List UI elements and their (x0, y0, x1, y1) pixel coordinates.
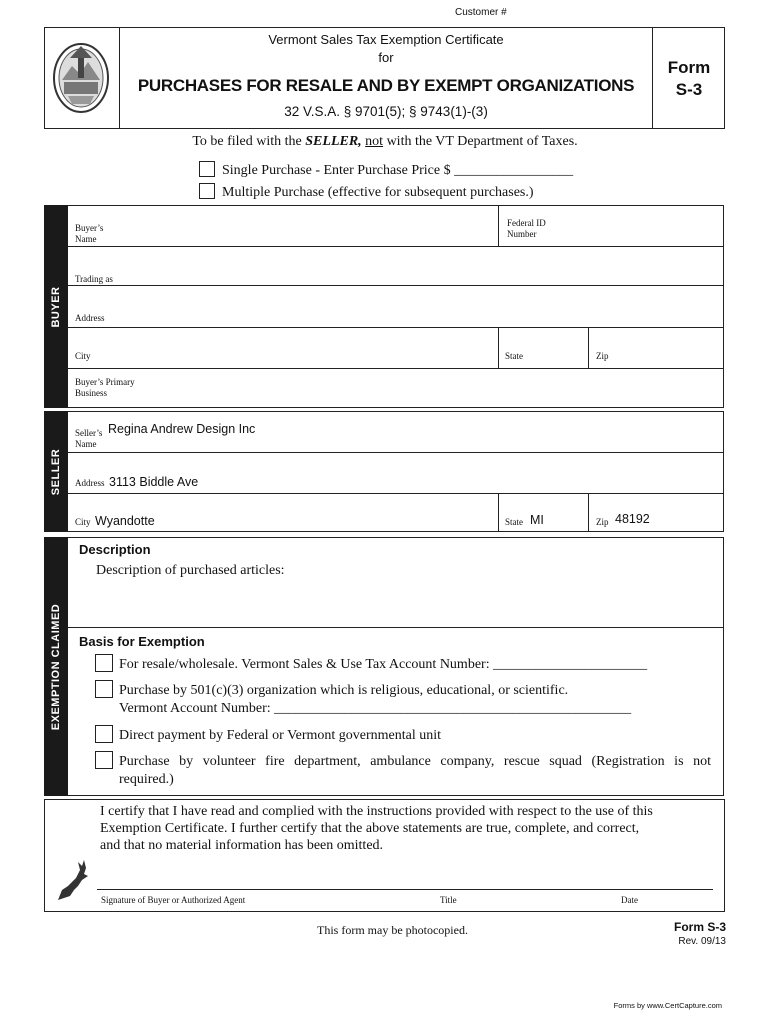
basis-heading: Basis for Exemption (79, 634, 205, 649)
buyer-state-label: State (505, 351, 523, 361)
seller-name-label: Seller’s Name (75, 428, 103, 449)
seller-state-value[interactable]: MI (530, 513, 544, 527)
customer-number-label: Customer # (455, 7, 507, 18)
title-line1: Vermont Sales Tax Exemption Certificate (268, 32, 504, 47)
title-line2: for (378, 50, 394, 65)
federal-id-field[interactable] (560, 210, 720, 242)
signature-label: Signature of Buyer or Authorized Agent (101, 895, 246, 905)
nonprofit-option-line1: Purchase by 501(c)(3) organization which is religious, educational, or scientific. (119, 683, 569, 698)
multiple-purchase-label: Multiple Purchase (effective for subsequent purchases.) (222, 185, 534, 200)
seller-address-label: Address (75, 478, 105, 488)
statute-citation: 32 V.S.A. § 9701(5); § 9743(1)-(3) (284, 104, 488, 119)
buyer-section-tab: BUYER (44, 205, 68, 408)
seller-city-value[interactable]: Wyandotte (95, 514, 155, 528)
seller-city-label: City (75, 517, 91, 527)
resale-checkbox[interactable] (95, 654, 113, 672)
government-option: Direct payment by Federal or Vermont governmental unit (119, 728, 442, 743)
single-purchase-label: Single Purchase - Enter Purchase Price $ _________________ (222, 163, 574, 178)
form-number: S-3 (675, 80, 703, 99)
buyer-name-label: Buyer’s Name (75, 223, 104, 244)
filing-instruction: To be filed with the SELLER, not with the VT Department of Taxes. (192, 134, 578, 149)
resale-option: For resale/wholesale. Vermont Sales & Use Tax Account Number: ______________________ (119, 657, 648, 672)
multiple-purchase-checkbox[interactable] (199, 183, 215, 199)
trading-as-field[interactable] (130, 250, 720, 282)
main-title: PURCHASES FOR RESALE AND BY EXEMPT ORGANIZATIONS (137, 76, 635, 95)
seller-zip-value[interactable]: 48192 (615, 512, 650, 526)
footer-form-number: Form S-3 (673, 920, 726, 934)
seller-name-value[interactable]: Regina Andrew Design Inc (108, 422, 256, 436)
deer-icon (52, 856, 92, 904)
government-checkbox[interactable] (95, 725, 113, 743)
form-label: Form (667, 58, 711, 77)
description-heading: Description (79, 542, 151, 557)
buyer-state-field[interactable] (530, 331, 584, 364)
nonprofit-checkbox[interactable] (95, 680, 113, 698)
exemption-section-tab: EXEMPTION CLAIMED (44, 537, 68, 796)
vermont-seal-icon (50, 40, 112, 116)
buyer-zip-label: Zip (596, 351, 609, 361)
certify-line3: and that no material information has been omitted. (100, 838, 384, 853)
certify-line2: Exemption Certificate. I further certify that the above statements are true, complete, and correct, (100, 821, 640, 836)
trading-as-label: Trading as (75, 274, 113, 284)
buyer-city-label: City (75, 351, 91, 361)
photocopy-note: This form may be photocopied. (317, 923, 468, 937)
certify-line1: I certify that I have read and complied with the instructions provided with respect to the use of this (100, 804, 653, 819)
date-label: Date (621, 895, 638, 905)
volunteer-checkbox[interactable] (95, 751, 113, 769)
seller-section-tab: SELLER (44, 411, 68, 532)
seller-state-label: State (505, 517, 523, 527)
footer-credit: Forms by www.CertCapture.com (613, 1001, 722, 1010)
title-field[interactable] (430, 862, 580, 888)
buyer-name-field[interactable] (140, 212, 490, 242)
description-label: Description of purchased articles: (96, 563, 285, 578)
volunteer-option-line1: Purchase by volunteer fire department, ambulance company, rescue squad (Registration is not (119, 754, 711, 769)
nonprofit-option-line2: Vermont Account Number: ___________________________________________________ (119, 701, 632, 716)
federal-id-label: Federal ID Number (507, 218, 546, 239)
signature-field[interactable] (97, 862, 427, 888)
primary-business-field[interactable] (150, 372, 720, 405)
buyer-city-field[interactable] (100, 331, 490, 364)
seller-zip-label: Zip (596, 517, 609, 527)
primary-business-label: Buyer’s Primary Business (75, 377, 135, 398)
seller-address-value[interactable]: 3113 Biddle Ave (109, 475, 199, 489)
description-field[interactable] (96, 582, 716, 622)
footer-revision: Rev. 09/13 (678, 936, 726, 947)
buyer-address-field[interactable] (120, 290, 720, 324)
title-label: Title (440, 895, 457, 905)
single-purchase-checkbox[interactable] (199, 161, 215, 177)
volunteer-option-line2: required.) (119, 772, 174, 787)
date-field[interactable] (585, 862, 710, 888)
buyer-zip-field[interactable] (615, 331, 720, 364)
buyer-address-label: Address (75, 313, 105, 323)
